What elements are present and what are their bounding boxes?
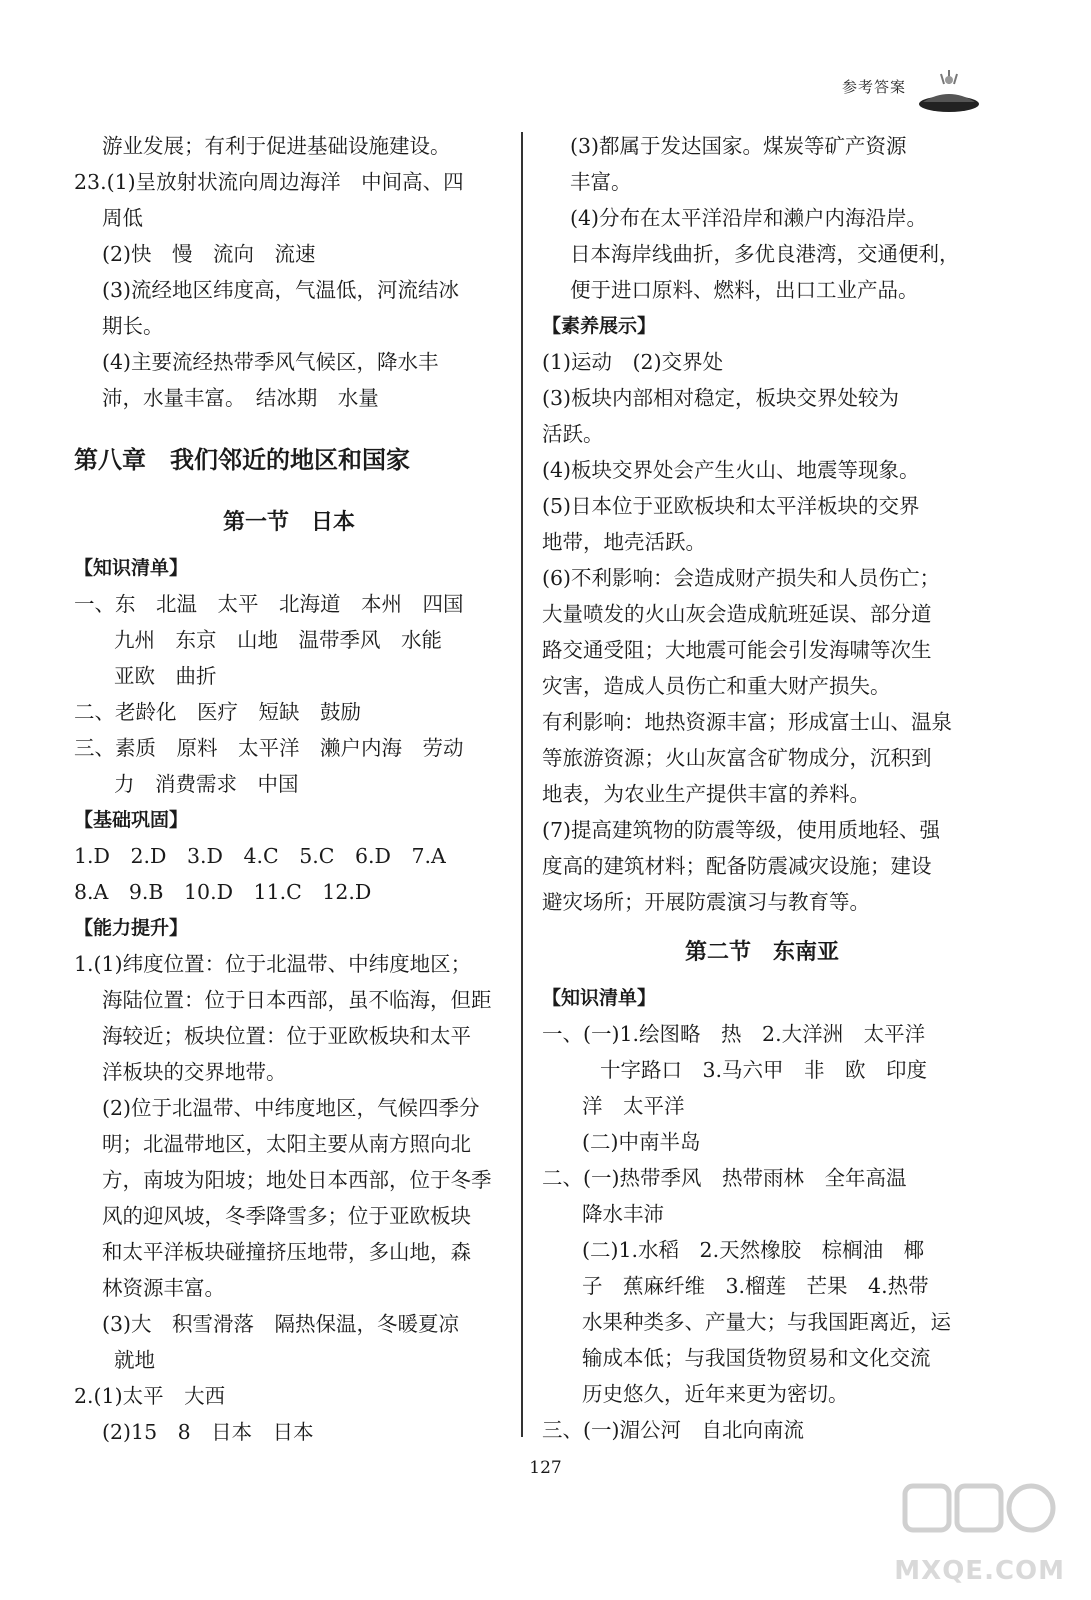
section-title-southeast-asia: 第二节 东南亚 bbox=[684, 940, 839, 965]
watermark-logo-icon bbox=[895, 1476, 1065, 1556]
chapter-title: 第八章 我们邻近的地区和国家 bbox=[74, 446, 410, 474]
text-line: 【能力提升】 bbox=[74, 917, 189, 939]
text-line: 地表，为农业生产提供丰富的养料。 bbox=[542, 782, 870, 806]
right-column bbox=[542, 128, 982, 1448]
text-line: 降水丰沛 bbox=[582, 1202, 664, 1226]
text-line: 日本海岸线曲折，多优良港湾，交通便利， bbox=[570, 242, 960, 266]
text-line: 【基础巩固】 bbox=[74, 809, 189, 831]
text-line: (4)主要流经热带季风气候区，降水丰 bbox=[102, 350, 439, 374]
text-line: (3)都属于发达国家。煤炭等矿产资源 bbox=[570, 134, 907, 158]
text-line: 【素养展示】 bbox=[542, 315, 657, 337]
text-line: (6)不利影响：会造成财产损失和人员伤亡； bbox=[542, 566, 941, 590]
text-line: 十字路口 3.马六甲 非 欧 印度 bbox=[600, 1058, 928, 1082]
text-line: (3)板块内部相对稳定，板块交界处较为 bbox=[542, 386, 900, 410]
text-line: 便于进口原料、燃料，出口工业产品。 bbox=[570, 278, 919, 302]
text-line: 方，南坡为阳坡；地处日本西部，位于冬季 bbox=[102, 1168, 492, 1192]
text-line: 九州 东京 山地 温带季风 水能 bbox=[114, 628, 442, 652]
text-line: 度高的建筑材料；配备防震减灾设施；建设 bbox=[542, 854, 932, 878]
text-line: 亚欧 曲折 bbox=[114, 664, 217, 688]
text-line: 历史悠久，近年来更为密切。 bbox=[582, 1382, 849, 1406]
text-line: (二)中南半岛 bbox=[582, 1130, 701, 1154]
text-line: 避灾场所；开展防震演习与教育等。 bbox=[542, 890, 870, 914]
text-line: 沛，水量丰富。 结冰期 水量 bbox=[102, 386, 379, 410]
text-line: 【知识清单】 bbox=[542, 987, 657, 1009]
text-line: (5)日本位于亚欧板块和太平洋板块的交界 bbox=[542, 494, 920, 518]
text-line: (4)板块交界处会产生火山、地震等现象。 bbox=[542, 458, 920, 482]
text-line: (3)大 积雪滑落 隔热保温，冬暖夏凉 bbox=[102, 1312, 460, 1336]
header-label: 参考答案 bbox=[841, 78, 906, 96]
text-line: 游业发展；有利于促进基础设施建设。 bbox=[102, 134, 451, 158]
text-line: 就地 bbox=[114, 1348, 155, 1372]
text-line: 力 消费需求 中国 bbox=[114, 772, 299, 796]
text-line: 丰富。 bbox=[570, 170, 632, 194]
text-line: 8.A 9.B 10.D 11.C 12.D bbox=[74, 880, 372, 904]
text-line: (2)位于北温带、中纬度地区，气候四季分 bbox=[102, 1096, 480, 1120]
text-line: 三、(一)湄公河 自北向南流 bbox=[542, 1418, 804, 1442]
watermark-text: MXQE.COM bbox=[894, 1556, 1065, 1586]
text-line: 输成本低；与我国货物贸易和文化交流 bbox=[582, 1346, 931, 1370]
text-line: 有利影响：地热资源丰富；形成富士山、温泉 bbox=[542, 710, 952, 734]
text-line: 二、(一)热带季风 热带雨林 全年高温 bbox=[542, 1166, 907, 1190]
text-line: (2)15 8 日本 日本 bbox=[102, 1420, 314, 1444]
text-line: (2)快 慢 流向 流速 bbox=[102, 242, 316, 266]
text-line: 子 蕉麻纤维 3.榴莲 芒果 4.热带 bbox=[582, 1274, 929, 1298]
text-line: 路交通受阻；大地震可能会引发海啸等次生 bbox=[542, 638, 932, 662]
text-line: 活跃。 bbox=[542, 422, 604, 446]
text-line: 一、东 北温 太平 北海道 本州 四国 bbox=[74, 592, 464, 616]
text-line: 期长。 bbox=[102, 314, 164, 338]
text-line: (二)1.水稻 2.天然橡胶 棕榈油 椰 bbox=[582, 1238, 925, 1262]
book-logo-icon bbox=[917, 66, 981, 114]
text-line: 海陆位置：位于日本西部，虽不临海，但距 bbox=[102, 988, 492, 1012]
text-line: 水果种类多、产量大；与我国距离近，运 bbox=[582, 1310, 951, 1334]
text-line: 2.(1)太平 大西 bbox=[74, 1384, 226, 1408]
text-line: 【知识清单】 bbox=[74, 557, 189, 579]
text-line: 明；北温带地区，太阳主要从南方照向北 bbox=[102, 1132, 471, 1156]
text-line: 周低 bbox=[102, 206, 143, 230]
text-line: 1.D 2.D 3.D 4.C 5.C 6.D 7.A bbox=[74, 844, 446, 868]
text-line: 等旅游资源；火山灰富含矿物成分，沉积到 bbox=[542, 746, 932, 770]
section-title-japan: 第一节 日本 bbox=[222, 510, 355, 535]
text-line: 23.(1)呈放射状流向周边海洋 中间高、四 bbox=[74, 170, 464, 194]
text-line: 灾害，造成人员伤亡和重大财产损失。 bbox=[542, 674, 891, 698]
text-line: 一、(一)1.绘图略 热 2.大洋洲 太平洋 bbox=[542, 1022, 926, 1046]
text-line: (4)分布在太平洋沿岸和濑户内海沿岸。 bbox=[570, 206, 928, 230]
text-line: 三、素质 原料 太平洋 濑户内海 劳动 bbox=[74, 736, 464, 760]
text-line: 林资源丰富。 bbox=[102, 1276, 225, 1300]
text-line: (7)提高建筑物的防震等级，使用质地轻、强 bbox=[542, 818, 941, 842]
text-line: 和太平洋板块碰撞挤压地带，多山地，森 bbox=[102, 1240, 471, 1264]
watermark bbox=[895, 1476, 1065, 1586]
text-line: (1)运动 (2)交界处 bbox=[542, 350, 724, 374]
text-line: 海较近；板块位置：位于亚欧板块和太平 bbox=[102, 1024, 471, 1048]
text-line: 大量喷发的火山灰会造成航班延误、部分道 bbox=[542, 602, 932, 626]
text-line: 洋板块的交界地带。 bbox=[102, 1060, 287, 1084]
text-line: (3)流经地区纬度高，气温低，河流结冰 bbox=[102, 278, 460, 302]
page-number: 127 bbox=[529, 1458, 562, 1478]
text-line: 二、老龄化 医疗 短缺 鼓励 bbox=[74, 700, 361, 724]
text-line: 1.(1)纬度位置：位于北温带、中纬度地区； bbox=[74, 952, 472, 976]
text-line: 洋 太平洋 bbox=[582, 1094, 685, 1118]
left-column bbox=[74, 128, 504, 1450]
text-line: 风的迎风坡，冬季降雪多；位于亚欧板块 bbox=[102, 1204, 471, 1228]
text-line: 地带，地壳活跃。 bbox=[542, 530, 706, 554]
column-divider bbox=[521, 132, 523, 1437]
